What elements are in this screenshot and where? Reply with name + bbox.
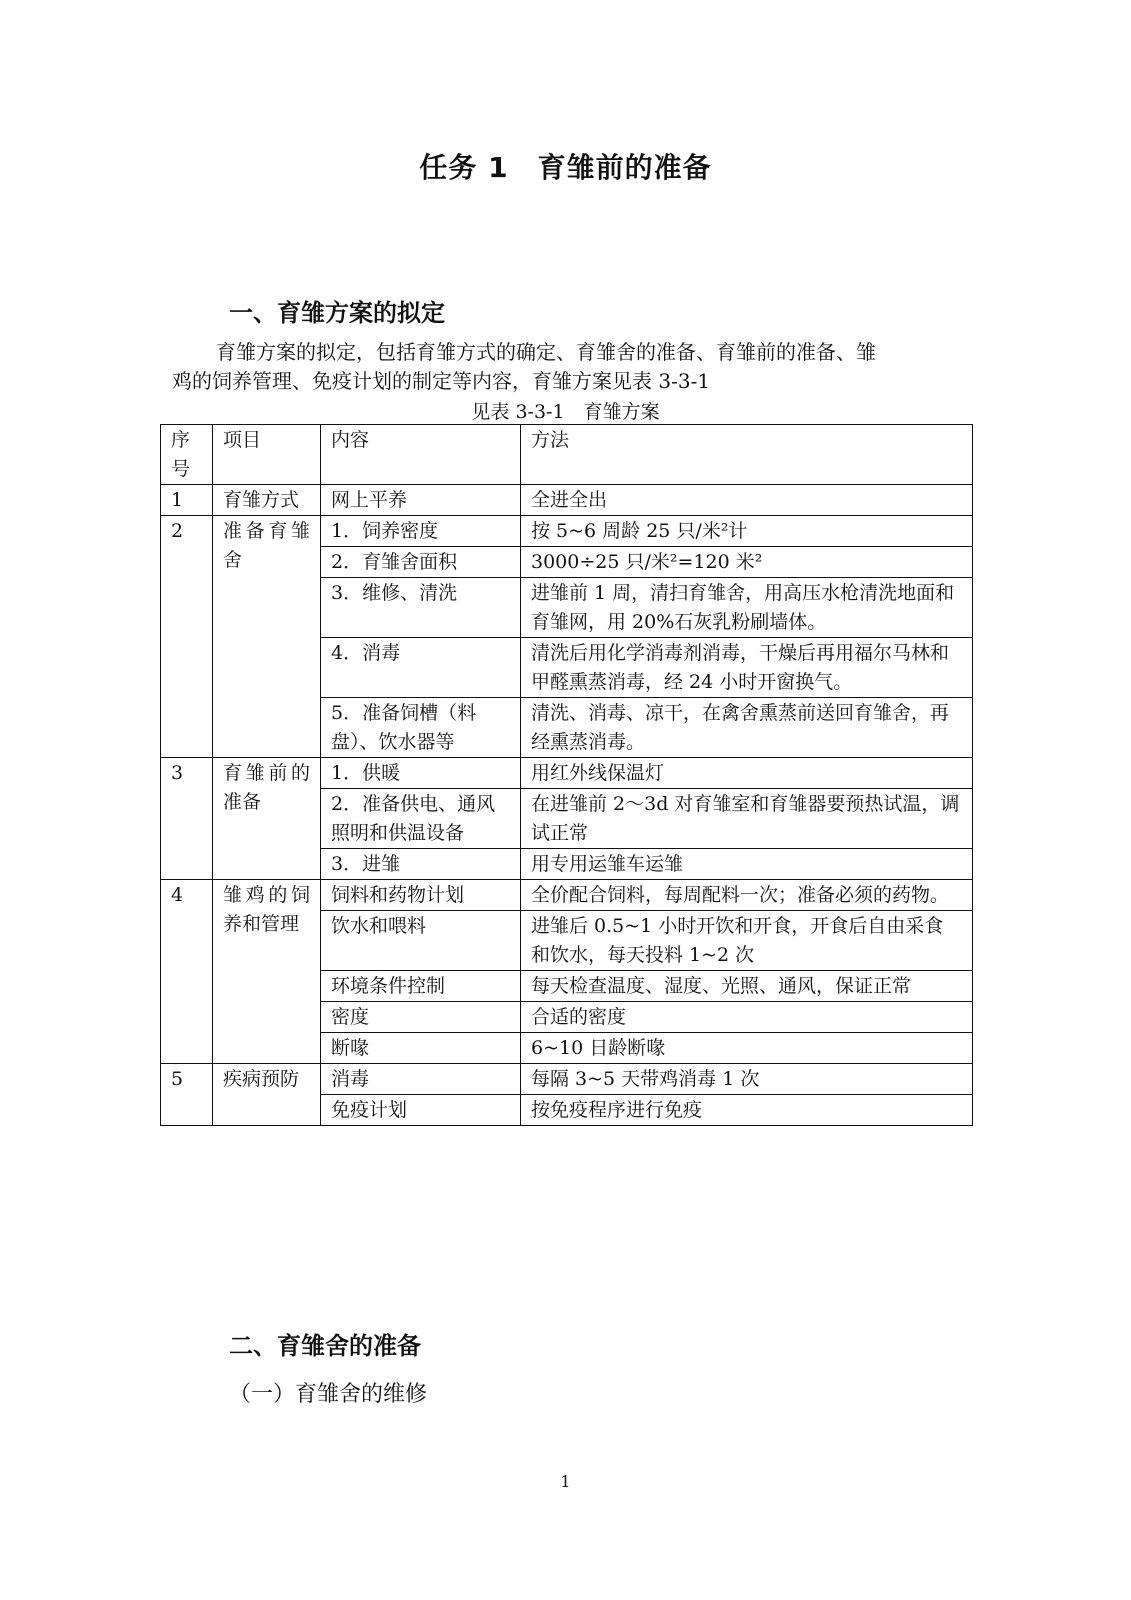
content-cell: 饲料和药物计划: [321, 880, 521, 911]
intro-paragraph: [172, 338, 972, 396]
section-heading-2: 二、育雏舍的准备: [229, 1332, 421, 1360]
content-cell: 4．消毒: [321, 638, 521, 698]
item-cell: 疾病预防: [213, 1064, 321, 1126]
method-cell: 全价配合饲料，每周配料一次；准备必须的药物。: [521, 880, 973, 911]
paragraph-line: 鸡的饲养管理、免疫计划的制定等内容，育雏方案见表 3-3-1: [172, 369, 711, 393]
table-row: [161, 758, 973, 789]
method-cell: 清洗、消毒、凉干，在禽舍熏蒸前送回育雏舍，再经熏蒸消毒。: [521, 698, 973, 758]
method-cell: 按免疫程序进行免疫: [521, 1095, 973, 1126]
row-number-cell: 2: [161, 516, 213, 758]
content-cell: 网上平养: [321, 485, 521, 516]
method-cell: 合适的密度: [521, 1002, 973, 1033]
method-cell: 每天检查温度、湿度、光照、通风，保证正常: [521, 971, 973, 1002]
content-cell: 1．饲养密度: [321, 516, 521, 547]
content-cell: 饮水和喂料: [321, 911, 521, 971]
method-cell: 清洗后用化学消毒剂消毒，干燥后再用福尔马林和甲醛熏蒸消毒，经 24 小时开窗换气。: [521, 638, 973, 698]
method-cell: 用红外线保温灯: [521, 758, 973, 789]
item-cell: 育雏方式: [213, 485, 321, 516]
row-number-cell: 5: [161, 1064, 213, 1126]
row-number-cell: 3: [161, 758, 213, 880]
method-cell: 3000÷25 只/米²=120 米²: [521, 547, 973, 578]
content-cell: 5．准备饲槽（料盘）、饮水器等: [321, 698, 521, 758]
table-header-row: [161, 425, 973, 485]
content-cell: 断喙: [321, 1033, 521, 1064]
method-cell: 每隔 3~5 天带鸡消毒 1 次: [521, 1064, 973, 1095]
content-cell: 2．准备供电、通风照明和供温设备: [321, 789, 521, 849]
page-title: 任务 1 育雏前的准备: [419, 151, 712, 184]
row-number-cell: 4: [161, 880, 213, 1064]
content-cell: 免疫计划: [321, 1095, 521, 1126]
method-cell: 按 5~6 周龄 25 只/米²计: [521, 516, 973, 547]
page-number: 1: [560, 1472, 571, 1491]
table-caption: 见表 3-3-1 育雏方案: [471, 401, 660, 423]
section-heading-1: 一、育雏方案的拟定: [229, 299, 445, 327]
table-body: [161, 425, 973, 1126]
content-cell: 2．育雏舍面积: [321, 547, 521, 578]
content-cell: 消毒: [321, 1064, 521, 1095]
table-row: [161, 1064, 973, 1095]
method-cell: 全进全出: [521, 485, 973, 516]
method-cell: 进雏前 1 周，清扫育雏舍，用高压水枪清洗地面和育雏网，用 20%石灰乳粉刷墙体。: [521, 578, 973, 638]
content-cell: 3．进雏: [321, 849, 521, 880]
table-row: [161, 880, 973, 911]
content-cell: 环境条件控制: [321, 971, 521, 1002]
item-cell: 育雏前的准备: [213, 758, 321, 880]
method-cell: 6~10 日龄断喙: [521, 1033, 973, 1064]
paragraph-line: 育雏方案的拟定，包括育雏方式的确定、育雏舍的准备、育雏前的准备、雏: [216, 340, 876, 364]
table-row: [161, 516, 973, 547]
header-cell: 方法: [521, 425, 973, 485]
header-cell: 项目: [213, 425, 321, 485]
method-cell: 在进雏前 2～3d 对育雏室和育雏器要预热试温，调试正常: [521, 789, 973, 849]
item-cell: 雏鸡的饲养和管理: [213, 880, 321, 1064]
header-cell: 内容: [321, 425, 521, 485]
item-cell: 准备育雏舍: [213, 516, 321, 758]
content-cell: 密度: [321, 1002, 521, 1033]
table-row: [161, 485, 973, 516]
method-cell: 进雏后 0.5~1 小时开饮和开食，开食后自由采食和饮水，每天投料 1~2 次: [521, 911, 973, 971]
content-cell: 1．供暖: [321, 758, 521, 789]
brooding-plan-table: [160, 424, 973, 1126]
header-cell: 序号: [161, 425, 213, 485]
row-number-cell: 1: [161, 485, 213, 516]
content-cell: 3．维修、清洗: [321, 578, 521, 638]
method-cell: 用专用运雏车运雏: [521, 849, 973, 880]
subsection-heading: （一）育雏舍的维修: [229, 1382, 428, 1407]
